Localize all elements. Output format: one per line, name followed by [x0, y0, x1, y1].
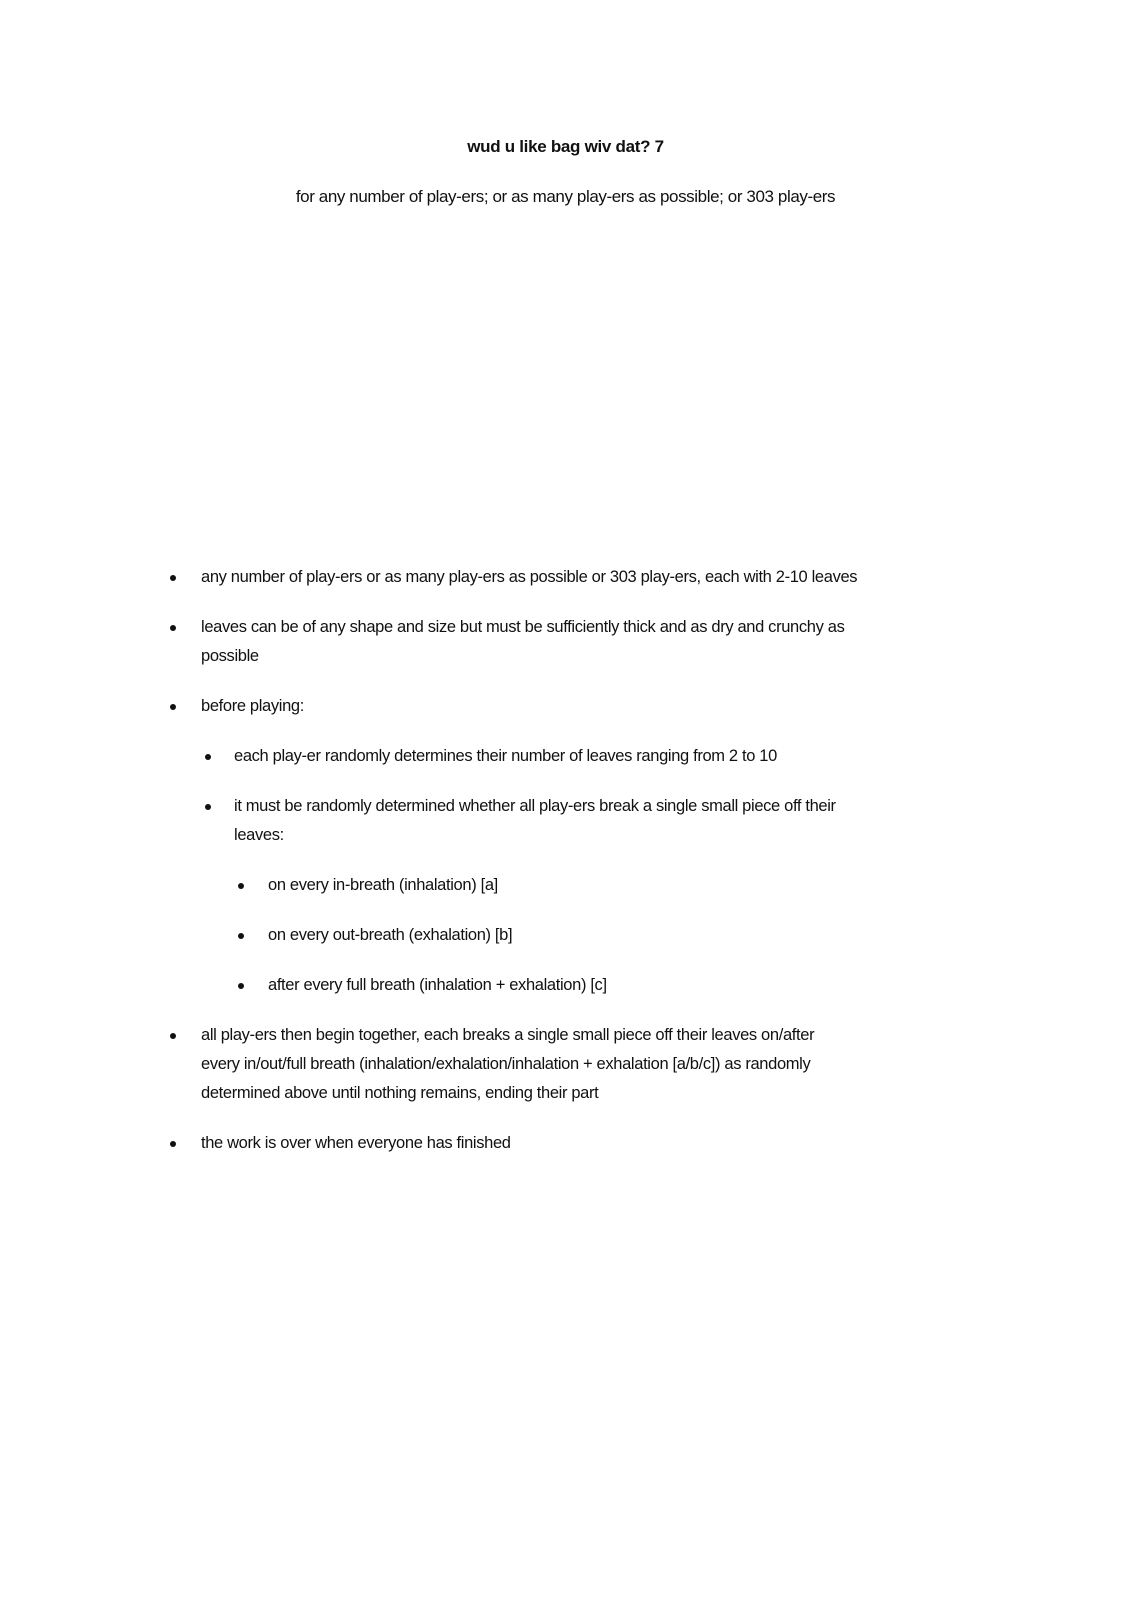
list-item-text [201, 613, 1131, 671]
bullet-icon [170, 704, 176, 710]
list-item [0, 692, 1131, 721]
document-title: wud u like bag wiv dat? 7 [467, 137, 664, 156]
text-line: possible [201, 647, 259, 665]
bullet-icon [170, 1033, 176, 1039]
list-item-text [234, 742, 1131, 771]
instruction-list [0, 563, 1131, 1179]
list-item-text [201, 1129, 1131, 1158]
list-item-text [201, 563, 1131, 592]
text-line: it must be randomly determined whether all play-ers break a single small piece off their [234, 797, 836, 815]
text-line: the work is over when everyone has finished [201, 1134, 511, 1152]
list-item [0, 613, 1131, 671]
text-line: leaves can be of any shape and size but must be sufficiently thick and as dry and crunchy as [201, 618, 845, 636]
text-line: after every full breath (inhalation + exhalation) [c] [268, 976, 607, 994]
list-item-text [201, 692, 1131, 721]
text-line: each play-er randomly determines their number of leaves ranging from 2 to 10 [234, 747, 777, 765]
list-item-text [201, 1021, 1131, 1108]
list-item [0, 792, 1131, 850]
text-line: determined above until nothing remains, ending their part [201, 1084, 599, 1102]
list-item [0, 563, 1131, 592]
list-item-text [268, 871, 1131, 900]
text-line: before playing: [201, 697, 304, 715]
text-line: any number of play-ers or as many play-ers as possible or 303 play-ers, each with 2-10 leaves [201, 568, 858, 586]
bullet-icon [238, 933, 244, 939]
text-line: every in/out/full breath (inhalation/exhalation/inhalation + exhalation [a/b/c]) as randomly [201, 1055, 811, 1073]
list-item-text [268, 921, 1131, 950]
list-item-text [268, 971, 1131, 1000]
text-line: on every out-breath (exhalation) [b] [268, 926, 513, 944]
text-line: leaves: [234, 826, 284, 844]
bullet-icon [170, 575, 176, 581]
list-item [0, 1129, 1131, 1158]
list-item [0, 1021, 1131, 1108]
document-subtitle: for any number of play-ers; or as many play-ers as possible; or 303 play-ers [295, 187, 836, 206]
list-item [0, 971, 1131, 1000]
list-item [0, 921, 1131, 950]
bullet-icon [238, 883, 244, 889]
text-line: all play-ers then begin together, each breaks a single small piece off their leaves on/after [201, 1026, 815, 1044]
bullet-icon [205, 804, 211, 810]
bullet-icon [170, 1141, 176, 1147]
list-item-text [234, 792, 1131, 850]
list-item [0, 871, 1131, 900]
list-item [0, 742, 1131, 771]
bullet-icon [205, 754, 211, 760]
bullet-icon [238, 983, 244, 989]
text-line: on every in-breath (inhalation) [a] [268, 876, 498, 894]
bullet-icon [170, 625, 176, 631]
